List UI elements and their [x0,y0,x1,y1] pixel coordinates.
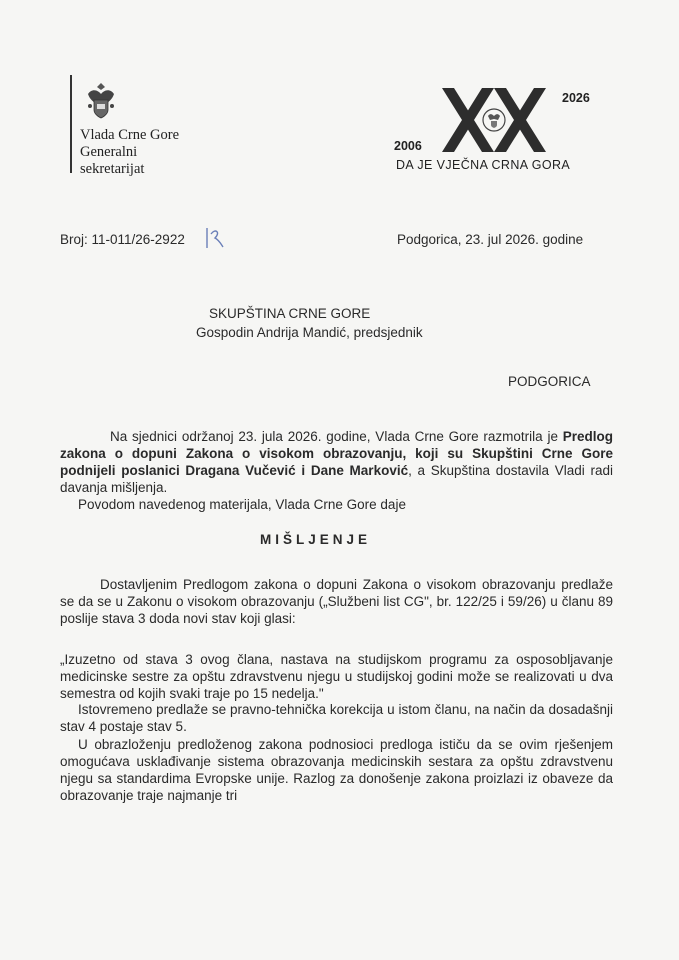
org-line-3: sekretarijat [80,161,145,177]
body-paragraph-6: U obrazloženju predloženog zakona podnosioci predloga ističu da se ovim rješenjem omogućava usklađivanje sistema obrazovanja medicinskih sestara za opštu zdravstvenu njegu sa standardima Evropske unije. Razlog za donošenje zakona proizlazi iz obaveze da obrazovanje traje najmanje tri [60,737,613,803]
org-line-2: Generalni [80,144,138,160]
section-heading: MIŠLJENJE [260,532,372,547]
montenegro-coat-of-arms-icon [80,80,122,122]
body-paragraph-5: Istovremeno predlaže se pravno-tehnička korekcija u istom članu, na način da dosadašnji stav 4 postaje stav 5. [60,702,613,734]
year-2006-label: 2006 [394,139,422,153]
date-place: Podgorica, 23. jul 2026. godine [397,232,584,247]
recipient-institution: SKUPŠTINA CRNE GORE [209,306,371,321]
p1-text-b: , a Skupština dostavila Vladi radi davanja mišljenja. [60,463,613,495]
anniversary-tagline: DA JE VJEČNA CRNA GORA [396,158,571,172]
header-divider [70,75,72,173]
recipient-person: Gospodin Andrija Mandić, predsjednik [196,325,423,340]
p1-text-a: Na sjednici održanoj 23. jula 2026. godine, Vlada Crne Gore razmotrila je [110,429,563,444]
body-paragraph-2: Povodom navedenog materijala, Vlada Crne Gore daje [78,497,406,512]
handwritten-initial-icon [203,226,225,250]
organization-name [80,127,179,178]
recipient-city: PODGORICA [508,374,591,389]
reference-number: Broj: 11-011/26-2922 [60,232,185,247]
quoted-amendment: „Izuzetno od stava 3 ovog člana, nastava na studijskom programu za osposobljavanje medicinske sestre za opštu zdravstvenu njegu u studijskoj godini može se realizovati u dva semestra od kojih svaki traje po 15 nedelja." [60,652,613,701]
body-paragraph-1 [60,428,613,496]
org-line-1: Vlada Crne Gore [80,127,180,143]
year-2026-label: 2026 [562,91,590,105]
body-paragraph-3: Dostavljenim Predlogom zakona o dopuni Zakona o visokom obrazovanju predlaže se da se u Zakonu o visokom obrazovanju („Službeni list CG", br. 122/25 i 59/26) u članu 89 poslije stava 3 doda novi stav koji glasi: [60,577,613,626]
p1-bold-text: Predlog zakona o dopuni Zakona o visokom obrazovanju, koji su Skupštini Crne Gore podnijeli poslanici Dragana Vučević i Dane Marković [60,429,613,478]
anniversary-logo [394,82,604,176]
